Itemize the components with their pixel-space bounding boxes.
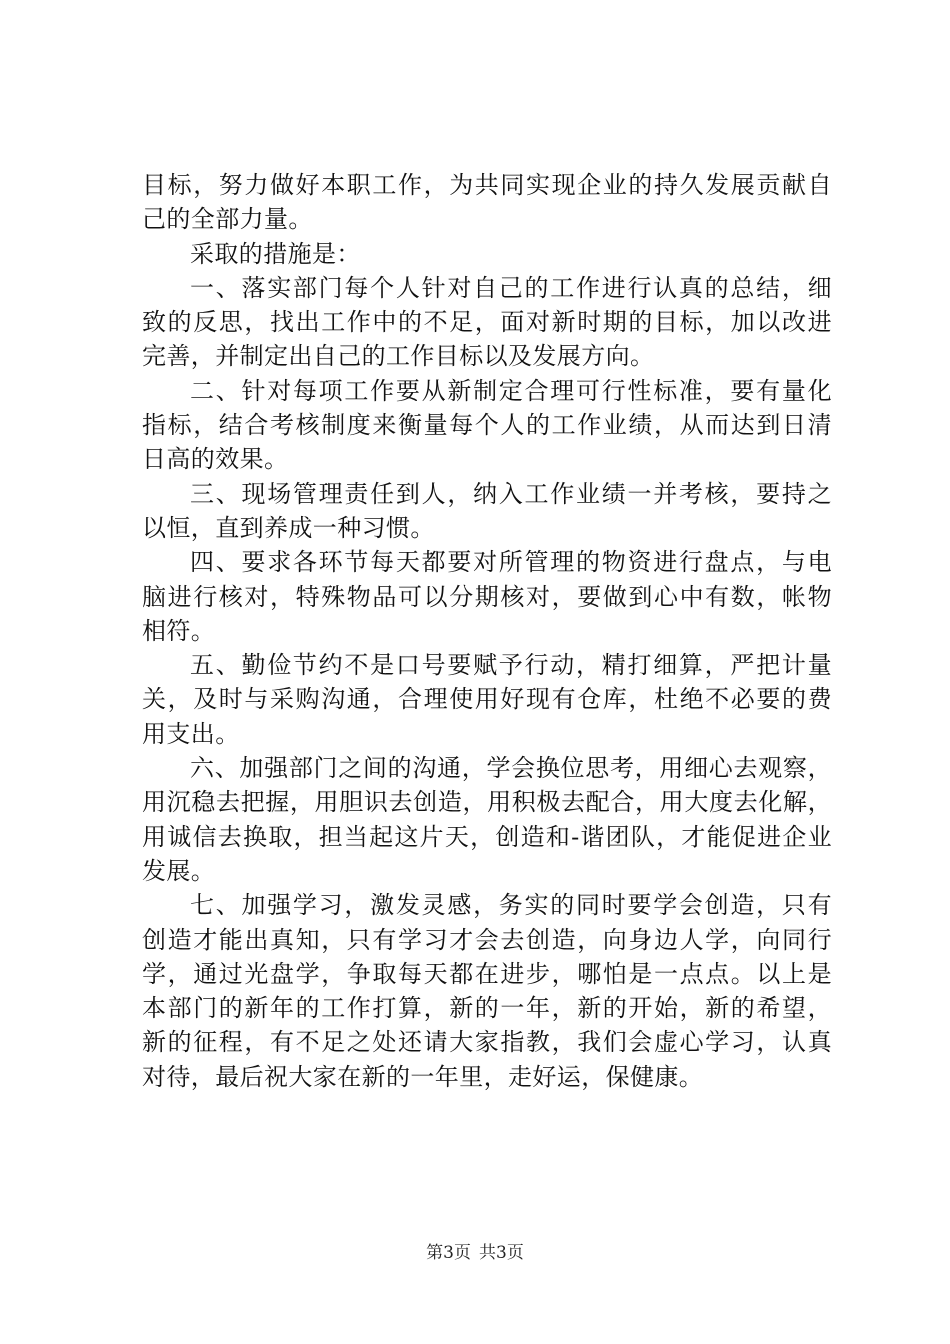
- text-line: 学，通过光盘学，争取每天都在进步，哪怕是一点点。以上是: [142, 959, 832, 988]
- text-line: 用沉稳去把握，用胆识去创造，用积极去配合，用大度去化解，: [142, 788, 832, 817]
- text-line: 目标，努力做好本职工作，为共同实现企业的持久发展贡献自: [142, 171, 832, 199]
- text-line: 一、落实部门每个人针对自己的工作进行认真的总结，细: [190, 273, 832, 302]
- page-footer: [0, 1242, 950, 1264]
- text-line: 用诚信去换取，担当起这片天，创造和-谐团队，才能促进企业: [142, 822, 832, 851]
- text-line: 二、针对每项工作要从新制定合理可行性标准，要有量化: [190, 376, 832, 405]
- text-line: 致的反思，找出工作中的不足，面对新时期的目标，加以改进: [142, 308, 832, 337]
- text-line: 创造才能出真知，只有学习才会去创造，向身边人学，向同行: [142, 925, 832, 954]
- text-line: 对待，最后祝大家在新的一年里，走好运，保健康。: [142, 1062, 704, 1091]
- text-line: 用支出。: [142, 719, 240, 748]
- text-line: 五、勤俭节约不是口号要赋予行动，精打细算，严把计量: [190, 651, 832, 680]
- text-line: 完善，并制定出自己的工作目标以及发展方向。: [142, 342, 655, 371]
- text-line: 三、现场管理责任到人，纳入工作业绩一并考核，要持之: [190, 479, 832, 508]
- text-line: 六、加强部门之间的沟通，学会换位思考，用细心去观察，: [190, 754, 832, 783]
- text-line: 指标，结合考核制度来衡量每个人的工作业绩，从而达到日清: [142, 411, 832, 440]
- page-number: 第3页: [426, 1243, 471, 1263]
- text-line: 己的全部力量。: [142, 205, 313, 234]
- text-line: 采取的措施是：: [190, 239, 361, 268]
- total-pages: 共3页: [479, 1243, 524, 1263]
- text-line: 新的征程，有不足之处还请大家指教，我们会虚心学习，认真: [142, 1028, 832, 1057]
- text-line: 以恒，直到养成一种习惯。: [142, 513, 435, 542]
- text-line: 四、要求各环节每天都要对所管理的物资进行盘点，与电: [190, 548, 832, 577]
- text-line: 发展。: [142, 856, 216, 885]
- text-line: 关，及时与采购沟通，合理使用好现有仓库，杜绝不必要的费: [142, 685, 832, 714]
- text-line: 脑进行核对，特殊物品可以分期核对，要做到心中有数，帐物: [142, 582, 832, 611]
- text-line: 七、加强学习，激发灵感，务实的同时要学会创造，只有: [190, 891, 832, 920]
- text-line: 相符。: [142, 616, 216, 645]
- text-line: 本部门的新年的工作打算，新的一年，新的开始，新的希望，: [142, 994, 832, 1023]
- document-body: [142, 168, 832, 1094]
- text-line: 日高的效果。: [142, 445, 289, 474]
